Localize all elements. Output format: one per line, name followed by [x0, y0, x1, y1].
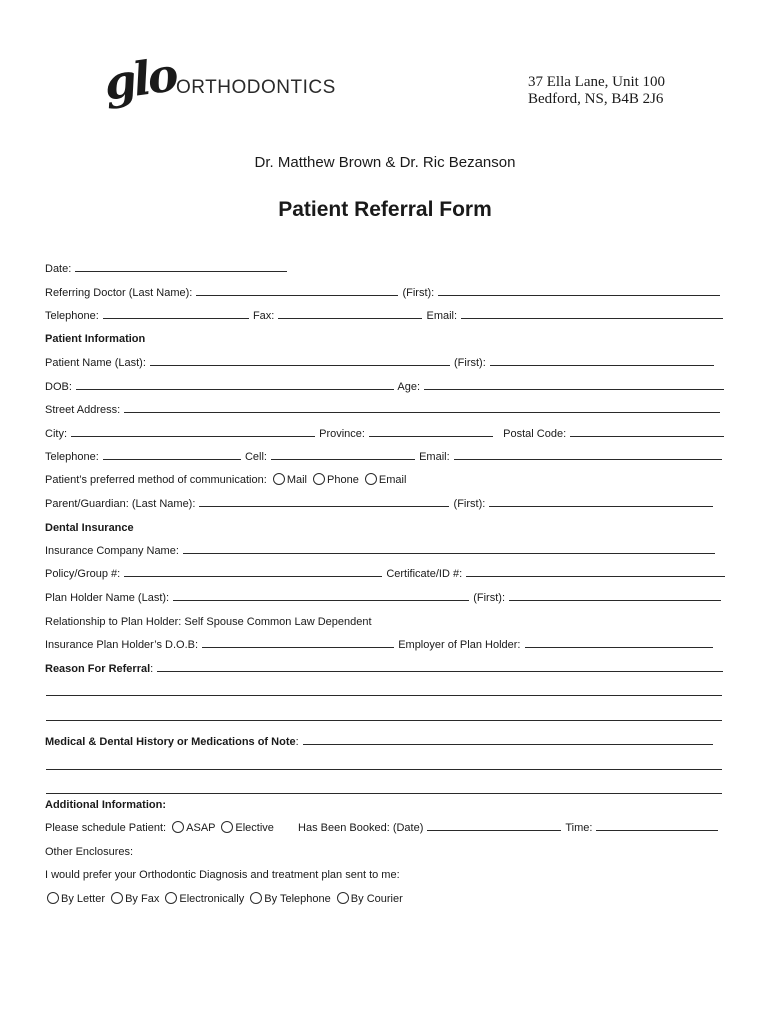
dob-label: DOB:	[45, 381, 72, 393]
medical-history-field-1[interactable]	[303, 734, 713, 745]
dob-row	[45, 379, 725, 395]
address-line-1: 37 Ella Lane, Unit 100	[528, 74, 666, 90]
patient-contact-row	[45, 449, 725, 465]
patient-email-field[interactable]	[454, 449, 722, 460]
province-label: Province:	[319, 428, 365, 440]
by-telephone-label: By Telephone	[264, 893, 331, 905]
medical-history-field-2[interactable]	[46, 759, 722, 770]
plan-holder-dob-field[interactable]	[202, 637, 394, 648]
reason-colon: :	[150, 663, 154, 675]
age-label: Age:	[397, 381, 421, 393]
cell-label: Cell:	[244, 451, 267, 463]
form-title: Patient Referral Form	[278, 198, 492, 221]
insurance-company-row	[45, 543, 725, 559]
logo-text: ORTHODONTICS	[176, 77, 336, 98]
ref-doctor-first-label: (First):	[402, 287, 435, 299]
email-radio[interactable]	[365, 473, 377, 485]
medical-history-field-3[interactable]	[46, 783, 722, 794]
policy-group-label: Policy/Group #:	[45, 568, 121, 580]
ref-doctor-first-field[interactable]	[438, 285, 720, 296]
by-courier-label: By Courier	[350, 893, 403, 905]
phone-option-label: Phone	[327, 474, 359, 486]
certificate-label: Certificate/ID #:	[386, 568, 463, 580]
reason-field-3[interactable]	[46, 710, 722, 721]
plan-holder-last-field[interactable]	[173, 590, 469, 601]
booked-date-field[interactable]	[427, 820, 561, 831]
time-field[interactable]	[596, 820, 718, 831]
patient-name-first-field[interactable]	[490, 355, 714, 366]
by-letter-label: By Letter	[61, 893, 106, 905]
electronically-radio[interactable]	[165, 892, 177, 904]
delivery-options-row	[45, 891, 725, 907]
plan-holder-first-field[interactable]	[509, 590, 721, 601]
plan-holder-last-label: Plan Holder Name (Last):	[45, 592, 170, 604]
province-field[interactable]	[369, 426, 493, 437]
patient-name-last-field[interactable]	[150, 355, 450, 366]
enclosures-label: Other Enclosures:	[45, 846, 134, 858]
patient-info-heading-row	[45, 331, 725, 347]
date-field[interactable]	[75, 261, 287, 272]
patient-info-heading: Patient Information	[45, 333, 146, 345]
telephone-label: Telephone:	[45, 310, 99, 322]
doctor-contact-row	[45, 308, 725, 324]
patient-telephone-label: Telephone:	[45, 451, 99, 463]
city-row	[45, 426, 725, 442]
doctor-email-field[interactable]	[461, 308, 723, 319]
city-label: City:	[45, 428, 67, 440]
city-field[interactable]	[71, 426, 315, 437]
asap-radio[interactable]	[172, 821, 184, 833]
street-row	[45, 402, 725, 418]
relationship-row	[45, 614, 725, 630]
dob-field[interactable]	[76, 379, 394, 390]
by-letter-radio[interactable]	[47, 892, 59, 904]
asap-option-label: ASAP	[186, 822, 216, 834]
reason-line-2-row	[45, 685, 725, 701]
electronically-label: Electronically	[179, 893, 245, 905]
by-telephone-radio[interactable]	[250, 892, 262, 904]
reason-line-3-row	[45, 710, 725, 726]
employer-label: Employer of Plan Holder:	[398, 639, 521, 651]
parent-last-field[interactable]	[199, 496, 449, 507]
street-label: Street Address:	[45, 404, 121, 416]
date-row	[45, 261, 725, 277]
prefer-label: I would prefer your Orthodontic Diagnosis and treatment plan sent to me:	[45, 869, 400, 881]
schedule-row	[45, 820, 725, 836]
age-field[interactable]	[424, 379, 724, 390]
patient-name-row	[45, 355, 725, 371]
communication-label: Patient’s preferred method of communication:	[45, 474, 267, 486]
ref-doctor-last-field[interactable]	[196, 285, 398, 296]
elective-radio[interactable]	[221, 821, 233, 833]
mail-option-label: Mail	[286, 474, 307, 486]
doctor-fax-field[interactable]	[278, 308, 422, 319]
insurance-company-label: Insurance Company Name:	[45, 545, 179, 557]
policy-row	[45, 566, 725, 582]
employer-field[interactable]	[525, 637, 713, 648]
date-label: Date:	[45, 263, 72, 275]
reason-heading: Reason For Referral	[45, 663, 151, 675]
referring-doctor-row	[45, 285, 725, 301]
schedule-label: Please schedule Patient:	[45, 822, 167, 834]
plan-holder-first-label: (First):	[473, 592, 505, 604]
postal-field[interactable]	[570, 426, 724, 437]
parent-first-label: (First):	[453, 498, 486, 510]
prefer-row	[45, 867, 725, 883]
enclosures-row	[45, 844, 725, 860]
plan-holder-dob-row	[45, 637, 725, 653]
by-fax-label: By Fax	[125, 893, 160, 905]
dental-insurance-heading-row	[45, 520, 725, 536]
booked-label: Has Been Booked: (Date)	[298, 822, 424, 834]
medical-history-heading: Medical & Dental History or Medications of Note	[45, 736, 296, 748]
reason-field-2[interactable]	[46, 685, 722, 696]
patient-telephone-field[interactable]	[103, 449, 241, 460]
additional-info-heading: Additional Information:	[45, 799, 166, 811]
medical-history-colon: :	[295, 736, 299, 748]
mail-radio[interactable]	[273, 473, 285, 485]
communication-row	[45, 472, 725, 488]
plan-holder-row	[45, 590, 725, 606]
logo-script: glo	[100, 47, 179, 111]
by-fax-radio[interactable]	[111, 892, 123, 904]
street-field[interactable]	[124, 402, 720, 413]
address-line-2: Bedford, NS, B4B 2J6	[528, 91, 664, 107]
additional-info-row	[45, 797, 725, 813]
doctor-telephone-field[interactable]	[103, 308, 249, 319]
reason-field-1[interactable]	[157, 661, 723, 672]
elective-option-label: Elective	[235, 822, 274, 834]
cell-field[interactable]	[271, 449, 415, 460]
email-label: Email:	[426, 310, 458, 322]
policy-group-field[interactable]	[124, 566, 382, 577]
clinic-address	[528, 74, 665, 108]
doctors-names: Dr. Matthew Brown & Dr. Ric Bezanson	[254, 154, 516, 171]
medical-history-row	[45, 734, 725, 750]
parent-guardian-row	[45, 496, 725, 512]
certificate-field[interactable]	[466, 566, 725, 577]
insurance-company-field[interactable]	[183, 543, 715, 554]
phone-radio[interactable]	[313, 473, 325, 485]
by-courier-radio[interactable]	[337, 892, 349, 904]
patient-email-label: Email:	[419, 451, 450, 463]
parent-first-field[interactable]	[489, 496, 713, 507]
postal-label: Postal Code:	[503, 428, 567, 440]
patient-name-first-label: (First):	[454, 357, 486, 369]
email-option-label: Email	[378, 474, 407, 486]
fax-label: Fax:	[252, 310, 275, 322]
dental-insurance-heading: Dental Insurance	[45, 522, 134, 534]
time-label: Time:	[565, 822, 593, 834]
ref-doctor-last-label: Referring Doctor (Last Name):	[45, 287, 193, 299]
reason-row	[45, 661, 725, 677]
medical-history-line-2-row	[45, 759, 725, 775]
relationship-label: Relationship to Plan Holder: Self Spouse Common Law Dependent	[45, 616, 372, 628]
patient-name-last-label: Patient Name (Last):	[45, 357, 146, 369]
plan-holder-dob-label: Insurance Plan Holder’s D.O.B:	[45, 639, 199, 651]
parent-last-label: Parent/Guardian: (Last Name):	[45, 498, 196, 510]
